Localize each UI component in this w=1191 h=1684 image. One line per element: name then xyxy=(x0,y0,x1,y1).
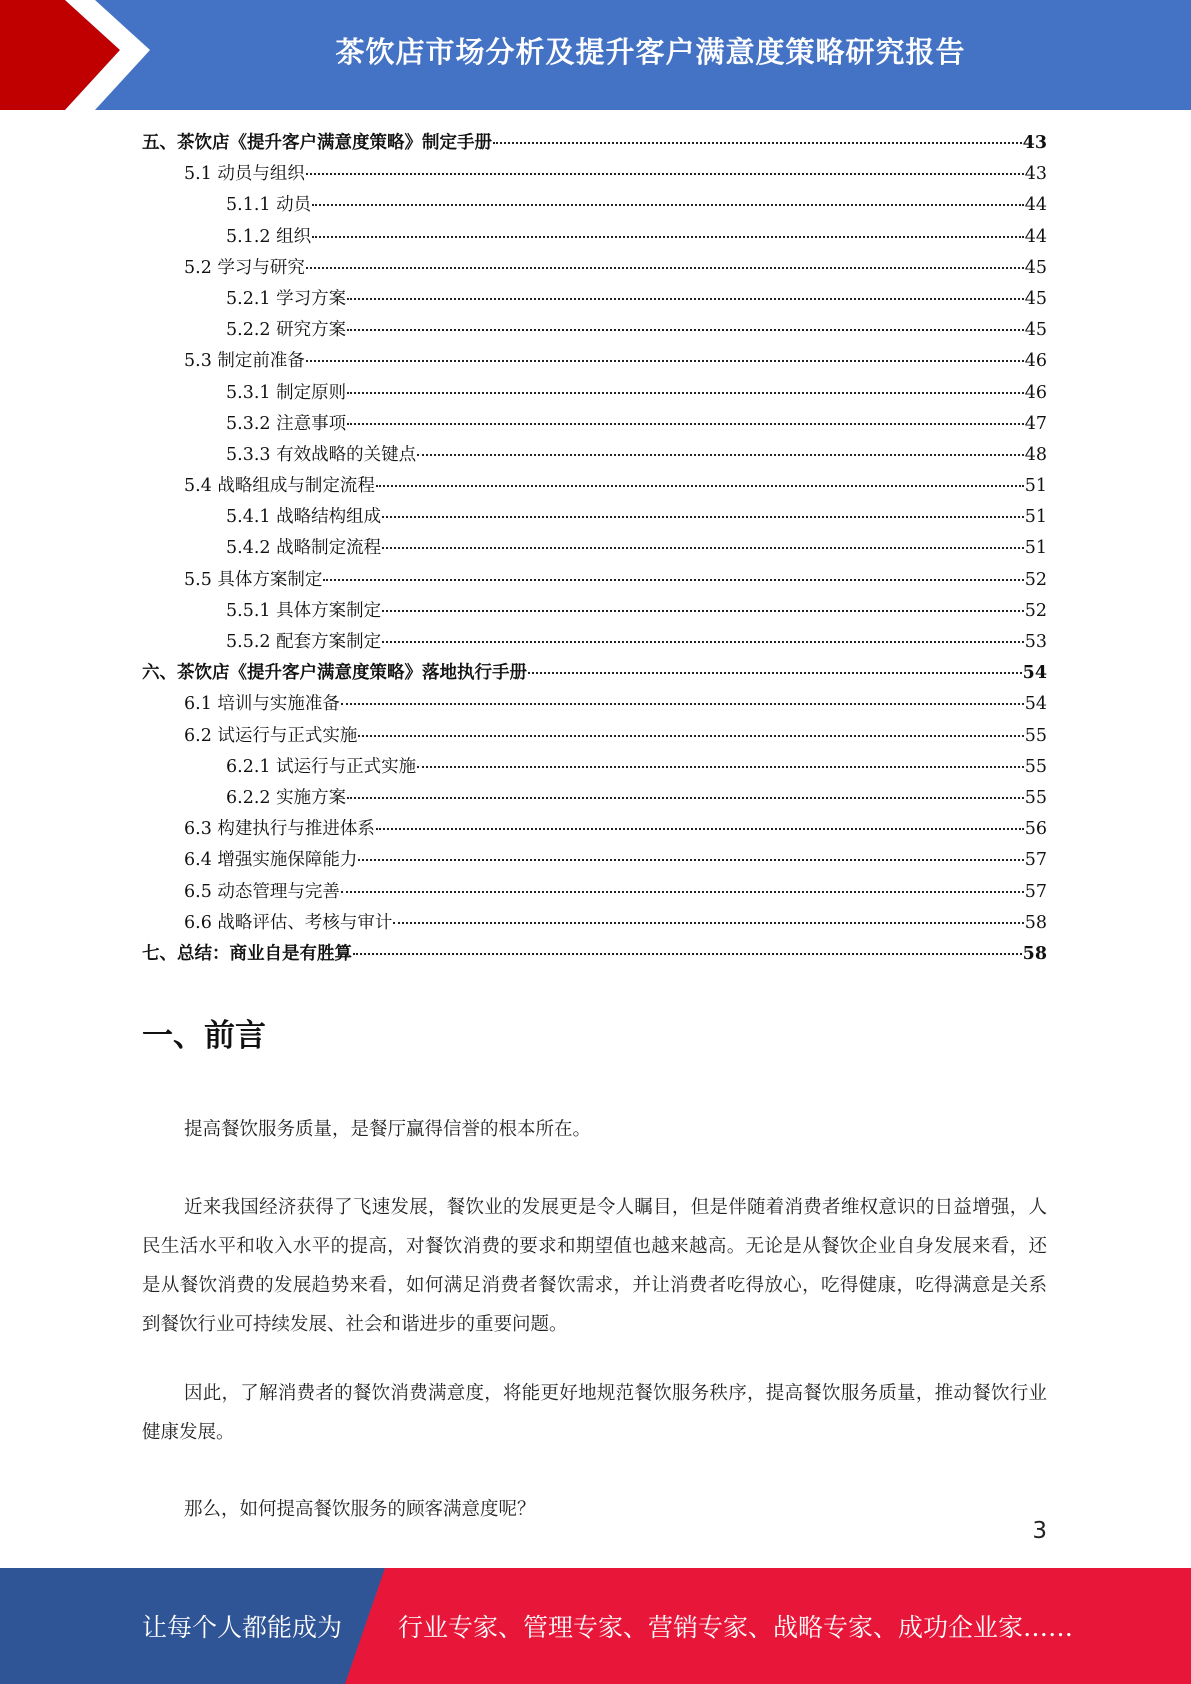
toc-entry-title: 6.2.1 试运行与正式实施 xyxy=(226,756,417,777)
toc-entry-page: 58 xyxy=(1024,912,1047,933)
toc-entry-page: 52 xyxy=(1024,569,1047,590)
toc-entry[interactable] xyxy=(142,378,1047,409)
toc-entry-title: 五、茶饮店《提升客户满意度策略》制定手册 xyxy=(142,133,492,153)
toc-entry-title: 5.3 制定前准备 xyxy=(184,351,305,372)
toc-entry-page: 51 xyxy=(1024,507,1047,528)
toc-entry[interactable] xyxy=(142,565,1047,596)
paragraph-3: 因此，了解消费者的餐饮消费满意度，将能更好地规范餐饮服务秩序，提高餐饮服务质量，推动餐饮行业健康发展。 xyxy=(142,1383,1047,1443)
toc-dot-leader xyxy=(312,235,1024,238)
footer-slogan-right: 行业专家、管理专家、营销专家、战略专家、成功企业家…… xyxy=(398,1613,1074,1642)
paragraph-2: 近来我国经济获得了飞速发展，餐饮业的发展更是令人瞩目，但是伴随着消费者维权意识的日益增强，人民生活水平和收入水平的提高，对餐饮消费的要求和期望值也越来越高。无论是从餐饮企业自身发展来看，还是从餐饮消费的发展趋势来看，如何满足消费者餐饮需求，并让消费者吃得放心，吃得健康，吃得满意是关系到餐饮行业可持续发展、社会和谐进步的重要问题。 xyxy=(142,1197,1047,1335)
page-header xyxy=(0,0,1191,110)
header-chevron-icon xyxy=(0,0,160,110)
table-of-contents xyxy=(142,128,1047,970)
section-heading: 一、前言 xyxy=(142,1018,266,1054)
toc-entry-title: 5.3.1 制定原则 xyxy=(226,382,347,403)
toc-dot-leader xyxy=(353,952,1022,955)
toc-dot-leader xyxy=(347,297,1024,300)
toc-entry[interactable] xyxy=(142,222,1047,253)
toc-entry-title: 5.2.2 研究方案 xyxy=(226,320,347,341)
toc-entry-title: 6.5 动态管理与完善 xyxy=(184,881,340,902)
toc-entry-title: 5.1.1 动员 xyxy=(226,195,312,216)
toc-dot-leader xyxy=(347,328,1024,331)
toc-entry-page: 53 xyxy=(1024,632,1047,652)
toc-entry[interactable] xyxy=(142,409,1047,440)
toc-entry-page: 44 xyxy=(1024,226,1047,247)
toc-dot-leader xyxy=(306,266,1024,269)
toc-entry[interactable] xyxy=(142,533,1047,564)
toc-dot-leader xyxy=(347,422,1024,425)
toc-entry-title: 6.2.2 实施方案 xyxy=(226,787,347,808)
toc-entry-page: 47 xyxy=(1024,413,1047,434)
toc-dot-leader xyxy=(382,640,1024,643)
toc-entry[interactable] xyxy=(142,658,1047,689)
toc-entry[interactable] xyxy=(142,877,1047,908)
page-number: 3 xyxy=(1032,1518,1047,1544)
toc-entry-page: 55 xyxy=(1024,725,1047,746)
toc-entry[interactable] xyxy=(142,721,1047,752)
toc-entry-page: 45 xyxy=(1024,288,1047,309)
toc-entry-page: 58 xyxy=(1022,943,1047,964)
page-footer xyxy=(0,1568,1191,1684)
toc-entry-title: 5.4 战略组成与制定流程 xyxy=(184,476,375,497)
toc-entry-title: 6.2 试运行与正式实施 xyxy=(184,725,358,746)
toc-dot-leader xyxy=(347,391,1024,394)
toc-entry[interactable] xyxy=(142,128,1047,159)
toc-entry-title: 6.3 构建执行与推进体系 xyxy=(184,819,375,840)
toc-entry-page: 55 xyxy=(1024,787,1047,808)
toc-dot-leader xyxy=(393,921,1023,924)
toc-entry-title: 5.3.3 有效战略的关键点 xyxy=(226,444,417,465)
toc-entry-page: 45 xyxy=(1024,320,1047,341)
toc-dot-leader xyxy=(341,702,1024,705)
toc-dot-leader xyxy=(358,734,1023,737)
toc-dot-leader xyxy=(417,765,1024,768)
toc-entry-page: 56 xyxy=(1024,819,1047,840)
toc-entry-page: 57 xyxy=(1024,881,1047,902)
toc-entry-title: 5.5.2 配套方案制定 xyxy=(226,632,382,652)
toc-entry-page: 51 xyxy=(1024,476,1047,497)
toc-entry[interactable] xyxy=(142,689,1047,720)
toc-entry[interactable] xyxy=(142,440,1047,471)
toc-entry-title: 5.2.1 学习方案 xyxy=(226,288,347,309)
toc-entry-title: 5.4.2 战略制定流程 xyxy=(226,538,382,559)
toc-dot-leader xyxy=(382,546,1024,549)
toc-entry-page: 46 xyxy=(1024,382,1047,403)
toc-entry[interactable] xyxy=(142,908,1047,939)
toc-dot-leader xyxy=(306,359,1024,362)
toc-dot-leader xyxy=(493,141,1022,144)
toc-entry-title: 5.5 具体方案制定 xyxy=(184,569,323,590)
toc-entry-title: 5.1 动员与组织 xyxy=(184,164,305,185)
toc-entry[interactable] xyxy=(142,253,1047,284)
toc-entry-page: 55 xyxy=(1024,756,1047,777)
toc-dot-leader xyxy=(323,578,1023,581)
toc-dot-leader xyxy=(312,203,1024,206)
toc-entry-title: 5.3.2 注意事项 xyxy=(226,413,347,434)
toc-entry-page: 51 xyxy=(1024,538,1047,559)
toc-entry[interactable] xyxy=(142,752,1047,783)
toc-entry[interactable] xyxy=(142,814,1047,845)
toc-dot-leader xyxy=(382,609,1024,612)
toc-dot-leader xyxy=(376,827,1024,830)
footer-slogan-left: 让每个人都能成为 xyxy=(142,1613,343,1642)
toc-entry-title: 七、总结：商业自是有胜算 xyxy=(142,943,352,964)
toc-entry[interactable] xyxy=(142,315,1047,346)
report-title: 茶饮店市场分析及提升客户满意度策略研究报告 xyxy=(335,34,966,69)
toc-dot-leader xyxy=(376,484,1024,487)
toc-dot-leader xyxy=(382,515,1024,518)
toc-entry-title: 六、茶饮店《提升客户满意度策略》落地执行手册 xyxy=(142,663,527,684)
toc-entry-page: 45 xyxy=(1024,257,1047,278)
toc-entry[interactable] xyxy=(142,939,1047,970)
toc-dot-leader xyxy=(347,796,1024,799)
toc-entry-page: 48 xyxy=(1024,444,1047,465)
toc-entry-page: 57 xyxy=(1024,850,1047,871)
toc-entry-title: 6.4 增强实施保障能力 xyxy=(184,850,358,871)
toc-entry-page: 46 xyxy=(1024,351,1047,372)
toc-entry-page: 43 xyxy=(1024,164,1047,185)
paragraph-4: 那么，如何提高餐饮服务的顾客满意度呢？ xyxy=(184,1499,536,1520)
toc-entry[interactable] xyxy=(142,471,1047,502)
toc-entry[interactable] xyxy=(142,502,1047,533)
paragraph-1: 提高餐饮服务质量，是餐厅赢得信誉的根本所在。 xyxy=(184,1119,592,1140)
toc-entry[interactable] xyxy=(142,190,1047,221)
toc-entry-page: 43 xyxy=(1022,133,1047,153)
toc-entry-page: 54 xyxy=(1022,663,1047,684)
toc-entry-title: 5.2 学习与研究 xyxy=(184,257,305,278)
toc-dot-leader xyxy=(528,671,1022,674)
toc-entry-page: 54 xyxy=(1024,694,1047,715)
toc-entry-title: 5.4.1 战略结构组成 xyxy=(226,507,382,528)
toc-entry[interactable] xyxy=(142,627,1047,658)
toc-entry-page: 52 xyxy=(1024,600,1047,621)
toc-entry[interactable] xyxy=(142,783,1047,814)
toc-entry-title: 5.5.1 具体方案制定 xyxy=(226,600,382,621)
toc-entry-title: 6.6 战略评估、考核与审计 xyxy=(184,912,393,933)
toc-entry[interactable] xyxy=(142,346,1047,377)
toc-dot-leader xyxy=(358,858,1023,861)
toc-entry[interactable] xyxy=(142,159,1047,190)
toc-dot-leader xyxy=(417,453,1024,456)
toc-dot-leader xyxy=(306,172,1024,175)
toc-entry[interactable] xyxy=(142,845,1047,876)
toc-entry-title: 5.1.2 组织 xyxy=(226,226,312,247)
toc-entry-page: 44 xyxy=(1024,195,1047,216)
toc-dot-leader xyxy=(341,890,1024,893)
toc-entry-title: 6.1 培训与实施准备 xyxy=(184,694,340,715)
toc-entry[interactable] xyxy=(142,284,1047,315)
toc-entry[interactable] xyxy=(142,596,1047,627)
